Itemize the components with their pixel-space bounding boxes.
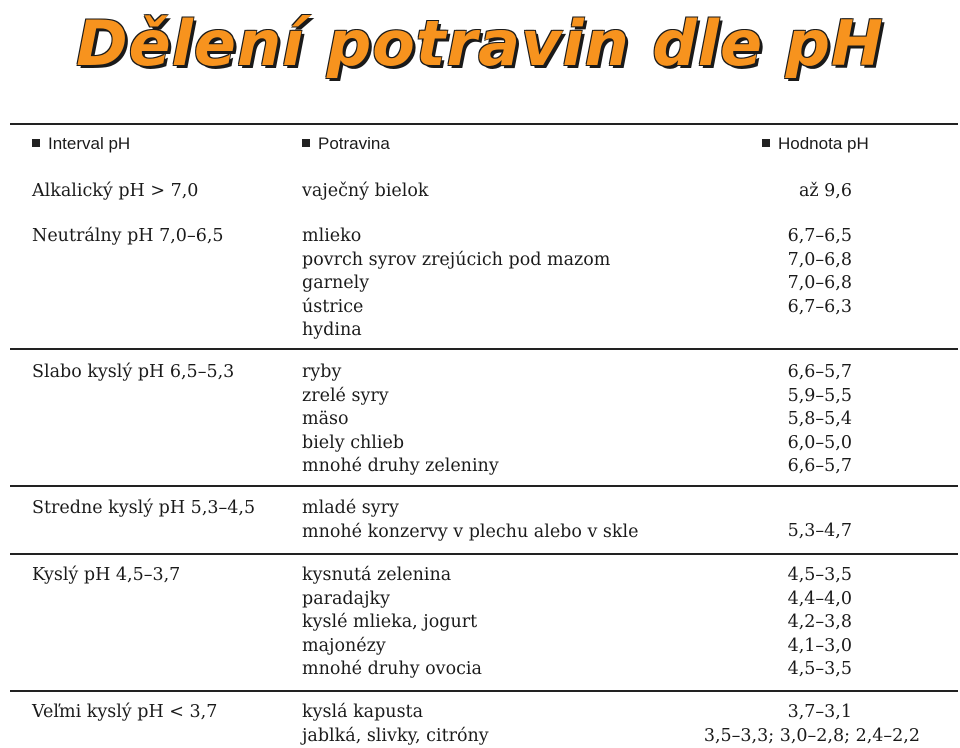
food-item: kyslé mlieka, jogurt [302,611,482,635]
group-divider [10,690,958,692]
food-item: mäso [302,408,499,432]
ph-value: 6,7–6,5 [788,225,852,249]
food-item: garnely [302,272,610,296]
food-item: mnohé konzervy v plechu alebo v skle [302,521,638,545]
group-divider [10,553,958,555]
ph-list [799,180,852,204]
ph-value: 6,6–5,7 [788,361,852,385]
food-list [302,361,499,479]
food-item: majonézy [302,635,482,659]
food-item: vaječný bielok [302,180,429,204]
food-list [302,225,610,343]
header-value: Hodnota pH [762,133,869,155]
group-divider [10,485,958,487]
ph-list [788,520,852,544]
food-item: kysnutá zelenina [302,564,482,588]
food-item: kyslá kapusta [302,701,489,725]
bullet-square-icon [32,139,40,147]
ph-value: 6,6–5,7 [788,455,852,479]
food-list [302,497,638,544]
food-list [302,701,489,748]
interval-alkaline: Alkalický pH > 7,0 [32,180,198,204]
food-item: mnohé druhy zeleniny [302,455,499,479]
ph-value: 4,2–3,8 [788,611,852,635]
ph-value: 5,8–5,4 [788,408,852,432]
food-item: ústrice [302,296,610,320]
food-item: biely chlieb [302,432,499,456]
interval-weakly-acidic: Slabo kyslý pH 6,5–5,3 [32,361,234,385]
ph-value: 5,3–4,7 [788,520,852,544]
food-item: zrelé syry [302,385,499,409]
ph-list [788,701,852,725]
ph-list [788,225,852,319]
food-item: jablká, slivky, citróny [302,725,489,748]
header-food: Potravina [302,133,390,155]
food-item: mlieko [302,225,610,249]
food-list [302,180,429,204]
food-item: povrch syrov zrejúcich pod mazom [302,249,610,273]
bullet-square-icon [762,139,770,147]
ph-value: 4,1–3,0 [788,635,852,659]
ph-value: 3,5–3,3; 3,0–2,8; 2,4–2,2 [704,725,920,748]
table-top-rule [10,123,958,125]
ph-list [788,361,852,479]
ph-value: až 9,6 [799,180,852,204]
ph-value: 4,5–3,5 [788,658,852,682]
ph-value: 6,7–6,3 [788,296,852,320]
header-interval: Interval pH [32,133,130,155]
interval-neutral: Neutrálny pH 7,0–6,5 [32,225,224,249]
food-item: paradajky [302,588,482,612]
food-item: mnohé druhy ovocia [302,658,482,682]
bullet-square-icon [302,139,310,147]
ph-value: 4,4–4,0 [788,588,852,612]
food-item: ryby [302,361,499,385]
ph-value: 7,0–6,8 [788,249,852,273]
page-title: Dělení potravin dle pH [0,2,960,86]
ph-value: 4,5–3,5 [788,564,852,588]
food-item: mladé syry [302,497,638,521]
ph-value: 5,9–5,5 [788,385,852,409]
interval-acidic: Kyslý pH 4,5–3,7 [32,564,180,588]
ph-list [788,564,852,682]
interval-moderately-acidic: Stredne kyslý pH 5,3–4,5 [32,497,255,521]
food-item: hydina [302,319,610,343]
ph-value: 3,7–3,1 [788,701,852,725]
ph-value: 6,0–5,0 [788,432,852,456]
food-list [302,564,482,682]
ph-value: 7,0–6,8 [788,272,852,296]
interval-very-acidic: Veľmi kyslý pH < 3,7 [32,701,217,725]
group-divider [10,348,958,350]
ph-list [704,725,920,748]
